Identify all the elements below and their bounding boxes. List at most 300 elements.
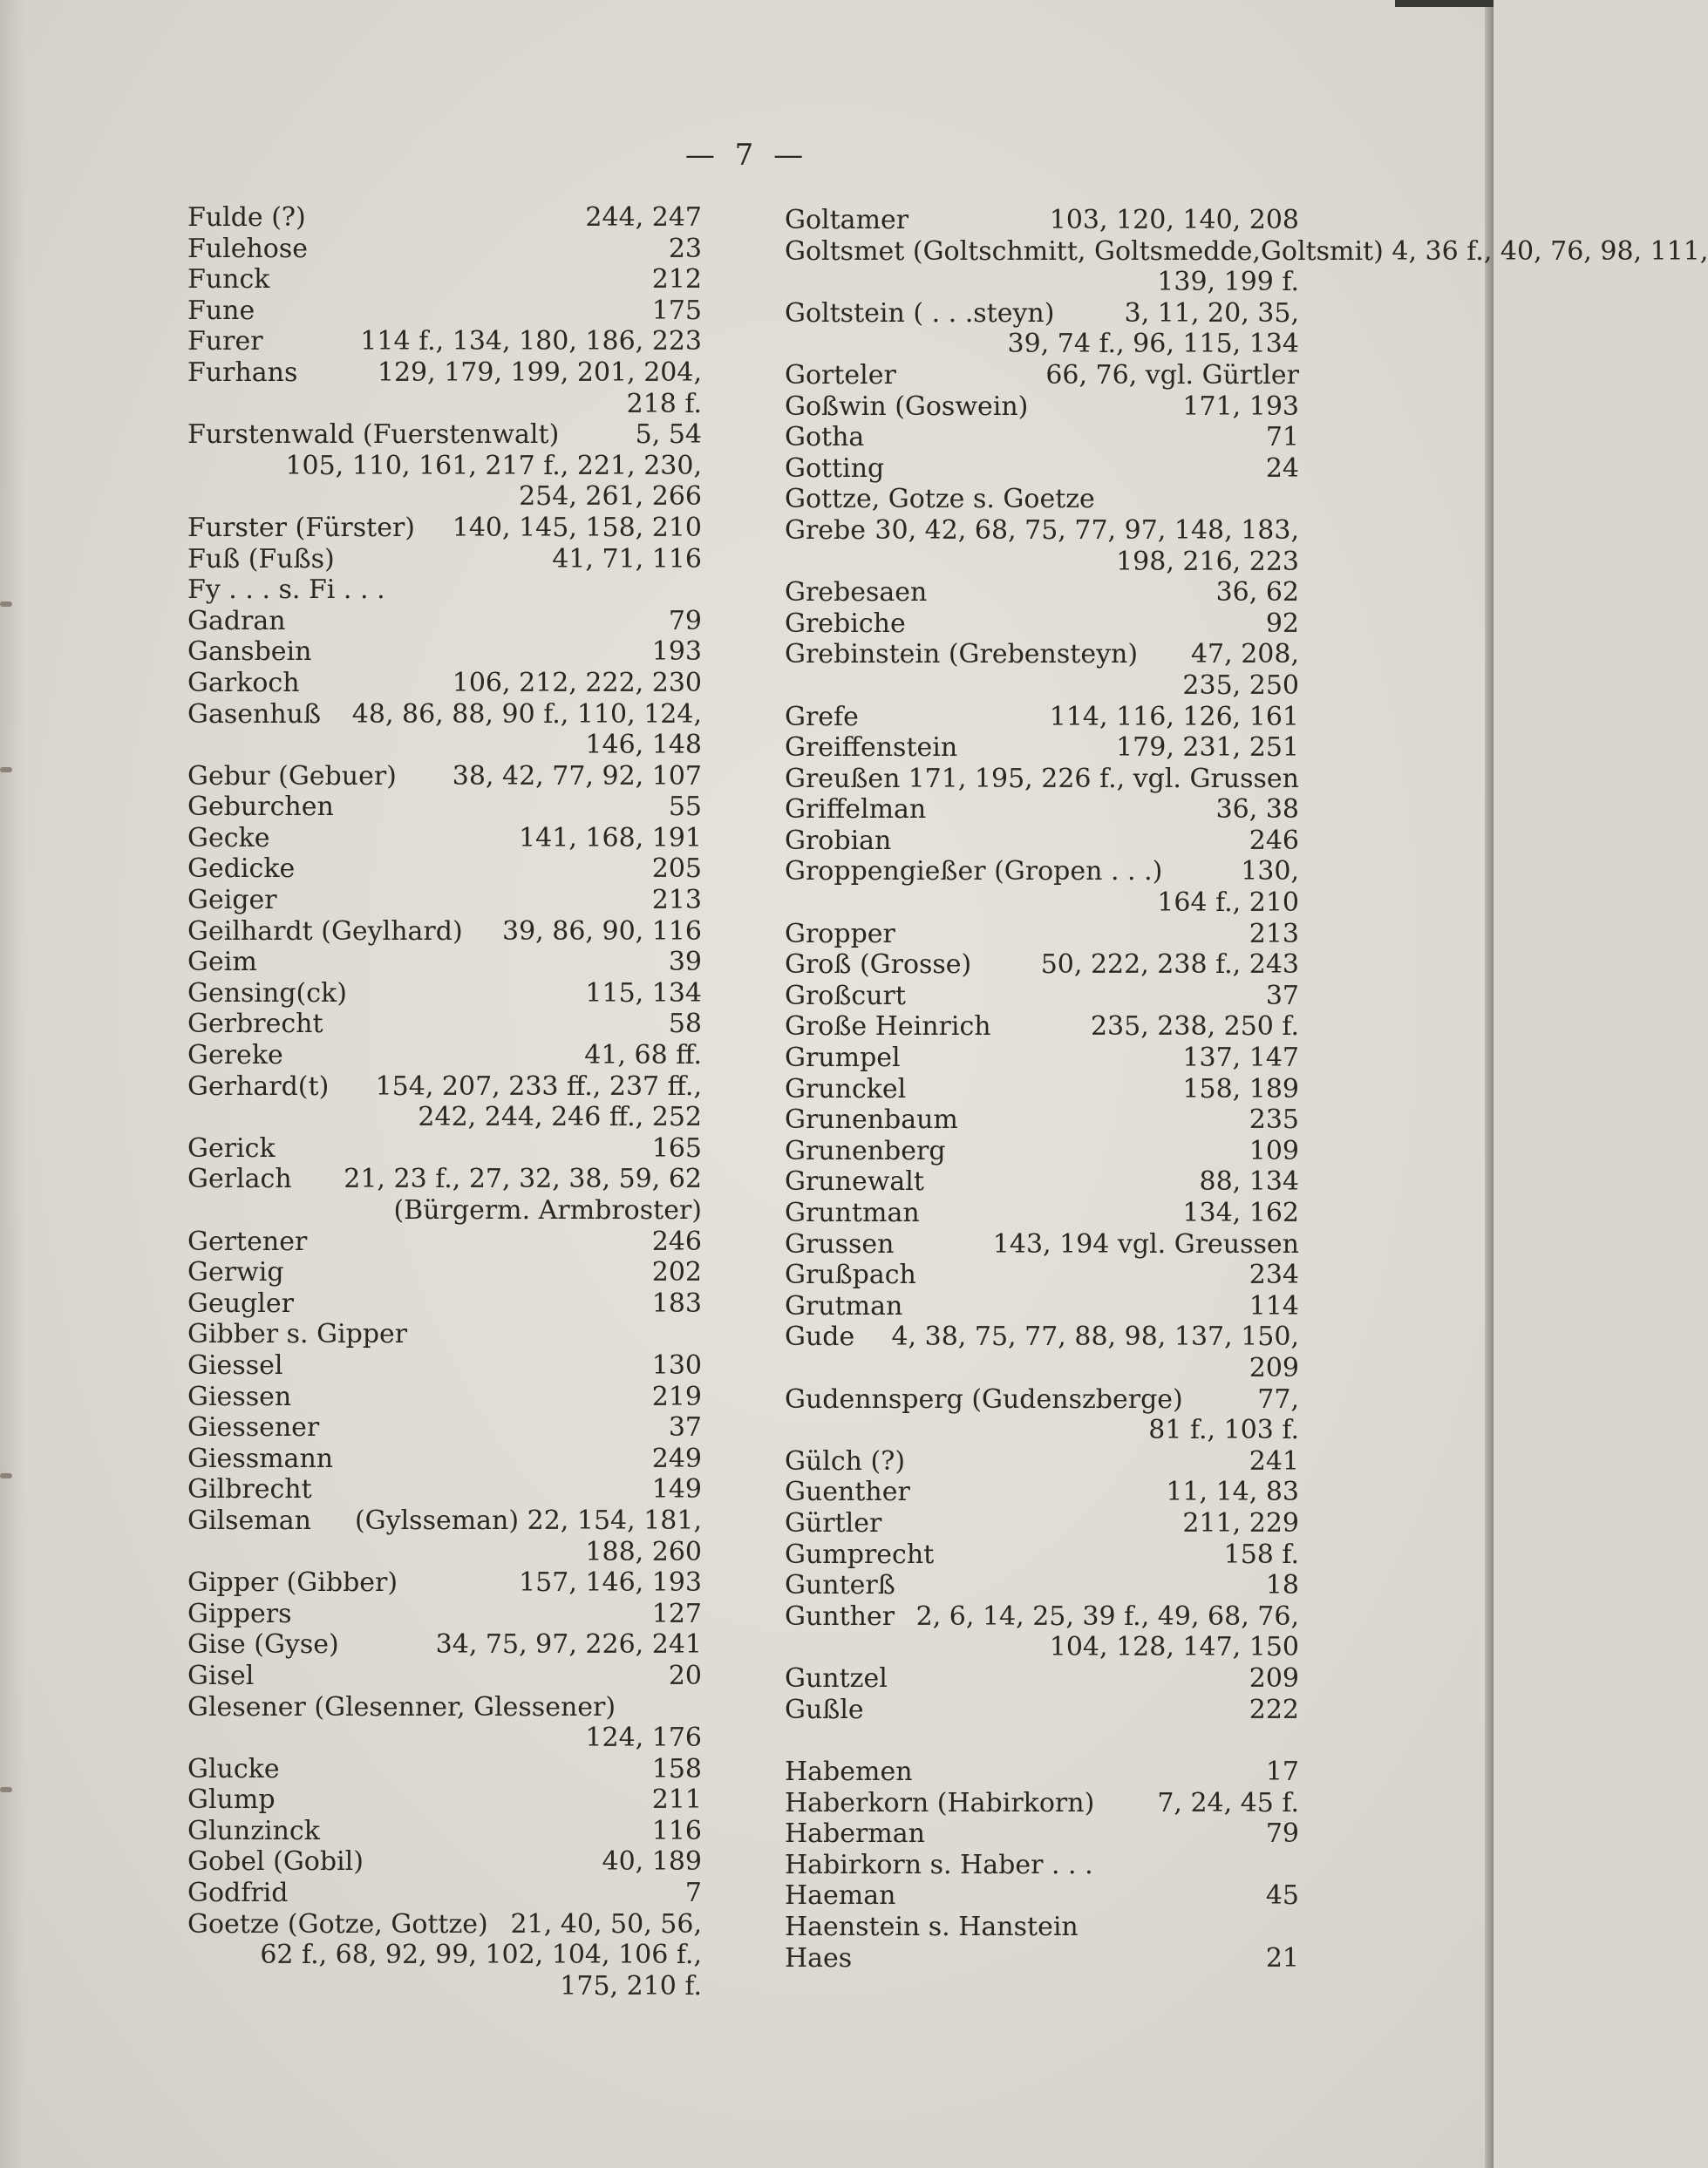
index-entry-line <box>785 1850 1299 1881</box>
index-headword: Haes <box>785 1942 853 1974</box>
index-page-refs: 21, 40, 50, 56, <box>510 1908 702 1940</box>
index-entry <box>785 1477 1299 1508</box>
index-entry <box>187 1133 702 1165</box>
index-page-refs: 36, 62 <box>1215 577 1299 608</box>
index-column-left <box>187 202 702 2001</box>
index-entry-line <box>187 1474 702 1505</box>
index-headword: Goltamer <box>785 205 909 235</box>
index-page-refs-continued: 235, 250 <box>1182 669 1299 701</box>
index-page-refs: 235, 238, 250 f. <box>1090 1011 1299 1043</box>
index-page-refs: 36, 38 <box>1215 794 1299 826</box>
index-entry-line <box>187 1009 702 1040</box>
index-entry <box>785 1322 1299 1383</box>
index-headword: Gürtler <box>785 1507 882 1539</box>
index-page-refs-continued: 139, 199 f. <box>1157 267 1299 298</box>
index-page-refs: 211, 229 <box>1182 1507 1299 1539</box>
index-entry <box>785 1539 1299 1571</box>
index-page-refs: 88, 134 <box>1199 1166 1299 1198</box>
index-entry-line <box>785 298 1299 330</box>
index-headword: Gruntman <box>785 1198 920 1228</box>
index-page-refs: 241 <box>1249 1445 1299 1477</box>
index-headword: Habemen <box>785 1757 913 1788</box>
index-entry-line <box>187 761 702 792</box>
index-headword: Gerlach <box>187 1164 292 1195</box>
index-entry <box>785 639 1299 701</box>
index-entry <box>785 764 1299 795</box>
index-entry-line <box>187 1382 702 1413</box>
index-entry <box>785 919 1299 950</box>
index-page-refs: 5, 54 <box>635 419 702 451</box>
index-entry-line <box>785 919 1299 950</box>
index-entry-line <box>785 1695 1299 1726</box>
index-headword: Gunterß <box>785 1570 895 1601</box>
index-page-refs: 39 <box>668 947 702 978</box>
index-headword: Goßwin (Goswein) <box>785 391 1029 422</box>
index-headword: Grunenberg <box>785 1135 946 1166</box>
index-page-refs: 158 f. <box>1223 1539 1299 1570</box>
index-entry <box>785 298 1299 360</box>
index-headword: Gotting <box>785 452 885 484</box>
index-headword: Gibber s. Gipper <box>187 1319 408 1350</box>
index-page-refs: 41, 71, 116 <box>552 543 702 574</box>
index-entry <box>187 357 702 419</box>
index-entry-line <box>785 1136 1299 1167</box>
index-page-refs: 24 <box>1265 452 1299 484</box>
index-page-refs: Goltsmit) 4, 36 f., 40, 76, 98, 111, <box>1260 235 1708 267</box>
index-entry <box>785 1788 1299 1819</box>
index-entry-line <box>785 1818 1299 1850</box>
index-page-refs: 23 <box>668 233 702 264</box>
index-entry-line <box>187 1350 702 1382</box>
index-entry <box>187 853 702 885</box>
index-page-refs: 114 <box>1249 1290 1299 1322</box>
index-page-refs-continued: 188, 260 <box>585 1536 702 1567</box>
index-entry-line <box>187 234 702 265</box>
index-page-refs: 79 <box>1265 1818 1299 1850</box>
index-entry-line <box>187 668 702 699</box>
index-entry <box>187 699 702 761</box>
index-page-refs: 11, 14, 83 <box>1166 1477 1299 1508</box>
index-page-refs: 157, 146, 193 <box>519 1567 702 1599</box>
index-entry-line <box>187 574 702 606</box>
index-entry-line <box>187 853 702 885</box>
index-headword: Große Heinrich <box>785 1011 991 1043</box>
index-entry <box>785 360 1299 391</box>
index-page-refs: 3, 11, 20, 35, <box>1124 297 1299 329</box>
index-headword: Gumprecht <box>785 1539 935 1570</box>
index-page-refs: 37 <box>1265 980 1299 1011</box>
index-headword: Grebinstein (Grebensteyn) <box>785 639 1139 670</box>
index-entry <box>785 1384 1299 1446</box>
index-entry <box>785 794 1299 826</box>
index-entry-line <box>785 235 1708 268</box>
index-headword: Haeman <box>785 1880 896 1912</box>
index-entry-line <box>785 1477 1299 1508</box>
binding-stitch <box>0 1787 12 1792</box>
index-headword: Garkoch <box>187 667 300 698</box>
index-entry <box>187 419 702 513</box>
index-entry <box>785 1198 1299 1229</box>
index-entry <box>187 1629 702 1661</box>
index-entry <box>187 1692 702 1754</box>
index-page-refs: 213 <box>1249 918 1299 949</box>
index-page-refs: 183 <box>651 1288 702 1319</box>
index-entry-line <box>187 264 702 296</box>
index-entry-line <box>785 1043 1299 1074</box>
index-entry-line <box>187 1784 702 1816</box>
index-entry <box>187 1567 702 1599</box>
index-headword: Glump <box>187 1784 276 1816</box>
index-headword: Greußen <box>785 763 901 794</box>
index-page-refs: 116 <box>651 1815 702 1846</box>
index-entry <box>187 885 702 916</box>
page-binding <box>0 0 24 2168</box>
index-page-refs: 114 f., 134, 180, 186, 223 <box>360 326 702 357</box>
index-headword: Gilseman <box>187 1505 311 1536</box>
index-page-refs: 17 <box>1265 1757 1299 1788</box>
index-entry-line <box>187 1567 702 1599</box>
index-entry-line <box>187 823 702 854</box>
index-page-refs: 18 <box>1265 1570 1299 1601</box>
index-page-refs-continued: 62 f., 68, 92, 99, 102, 104, 106 f., <box>260 1940 702 1971</box>
index-page-refs: 137, 147 <box>1182 1043 1299 1074</box>
index-entry <box>187 1754 702 1785</box>
page-number: — 7 — <box>684 138 809 173</box>
index-entry-line <box>785 1880 1299 1912</box>
index-entry <box>187 234 702 265</box>
index-entry <box>187 574 702 606</box>
page-edge <box>1485 0 1494 2168</box>
index-entry <box>187 326 702 357</box>
index-entry <box>785 1757 1299 1788</box>
index-entry-line <box>187 947 702 978</box>
index-headword: Groß (Grosse) <box>785 949 972 981</box>
index-page-refs-continued: 81 f., 103 f. <box>1148 1415 1299 1446</box>
index-page-refs: 4, 38, 75, 77, 88, 98, 137, 150, <box>891 1322 1299 1353</box>
index-headword: Gilbrecht <box>187 1474 312 1505</box>
index-page-refs-continued: 198, 216, 223 <box>1116 546 1299 577</box>
index-headword: Furster (Fürster) <box>187 512 415 543</box>
index-page-refs: 140, 145, 158, 210 <box>452 512 702 543</box>
index-entry-line <box>785 1446 1299 1478</box>
index-entry <box>785 981 1299 1012</box>
index-page-refs: 129, 179, 199, 201, 204, <box>377 357 702 388</box>
index-headword: Fune <box>187 295 255 326</box>
index-headword: Gedicke <box>187 853 296 885</box>
index-headword: Giessel <box>187 1349 283 1381</box>
index-entry-line <box>785 608 1299 640</box>
index-headword: Gebur (Gebuer) <box>187 760 397 792</box>
index-entry <box>187 916 702 948</box>
index-headword: Habirkorn s. Haber . . . <box>785 1849 1093 1880</box>
index-headword: Haberman <box>785 1818 926 1850</box>
index-entry-line <box>785 794 1299 826</box>
index-entry-line <box>785 1570 1299 1601</box>
index-entry-line <box>785 1788 1299 1819</box>
index-headword: Grunckel <box>785 1073 907 1104</box>
index-entry-line <box>785 1229 1299 1261</box>
index-headword: Goetze (Gotze, Gottze) <box>187 1908 488 1940</box>
index-entry <box>187 1878 702 1909</box>
index-page-refs: 109 <box>1249 1135 1299 1166</box>
index-entry <box>785 1260 1299 1291</box>
index-entry <box>187 264 702 296</box>
index-entry <box>785 577 1299 608</box>
index-page-refs: 209 <box>1249 1662 1299 1694</box>
index-headword: Gertener <box>187 1226 308 1257</box>
index-entry-line <box>785 1291 1299 1322</box>
index-page-refs: 92 <box>1265 608 1299 639</box>
index-page-refs-continued: 105, 110, 161, 217 f., 221, 230, <box>285 450 702 481</box>
index-entry-line <box>785 1601 1299 1633</box>
index-page-refs-continued: 254, 261, 266 <box>519 481 702 513</box>
index-headword: Geugler <box>187 1288 294 1319</box>
index-page-refs: 38, 42, 77, 92, 107 <box>452 760 702 792</box>
index-headword: Giessener <box>187 1412 320 1444</box>
index-entry-line <box>187 1412 702 1444</box>
index-entry <box>785 1880 1299 1912</box>
index-entry <box>187 202 702 234</box>
index-entry-line <box>187 513 702 544</box>
index-headword: Gasenhuß <box>187 698 322 730</box>
binding-stitch <box>0 601 12 607</box>
index-page-refs: 37 <box>668 1412 702 1444</box>
index-headword: Haberkorn (Habirkorn) <box>785 1787 1095 1818</box>
index-entry <box>785 453 1299 485</box>
index-page-refs: 58 <box>668 1009 702 1040</box>
index-page-refs: 39, 86, 90, 116 <box>502 915 702 947</box>
index-entry-line <box>187 326 702 357</box>
index-entry-line <box>785 826 1299 857</box>
index-page-refs: 244, 247 <box>585 202 702 233</box>
index-entry <box>187 1784 702 1816</box>
index-page-refs: 134, 162 <box>1182 1198 1299 1228</box>
index-entry <box>187 1661 702 1692</box>
index-page-refs: 154, 207, 233 ff., 237 ff., <box>375 1070 702 1102</box>
index-entry-line <box>187 1227 702 1258</box>
index-headword: Glunzinck <box>187 1815 320 1846</box>
index-page-refs-continued: 146, 148 <box>585 730 702 761</box>
index-page-refs: 21 <box>1265 1942 1299 1974</box>
index-headword: Fy . . . s. Fi . . . <box>187 574 385 606</box>
index-page-refs: 235 <box>1249 1104 1299 1136</box>
index-entry-line <box>785 360 1299 391</box>
index-entry-line <box>187 1257 702 1288</box>
index-headword: Giessmann <box>187 1443 334 1474</box>
index-headword: Gudennsperg (Gudenszberge) <box>785 1383 1183 1415</box>
index-headword: Geburchen <box>187 792 334 823</box>
index-page-refs: 114, 116, 126, 161 <box>1049 701 1299 732</box>
index-headword: Gisel <box>187 1660 255 1691</box>
index-entry-line <box>187 1071 702 1103</box>
index-headword: Guntzel <box>785 1662 888 1694</box>
index-headword: Glesener (Glesenner, Glessener) <box>187 1691 616 1723</box>
index-page-refs-continued: (Bürgerm. Armbroster) <box>393 1195 702 1226</box>
index-entry-line <box>785 1539 1299 1571</box>
index-entry <box>785 391 1299 423</box>
index-headword: Furstenwald (Fuerstenwalt) <box>187 419 560 451</box>
index-headword: Grussen <box>785 1228 895 1260</box>
index-headword: Grußpach <box>785 1260 916 1291</box>
index-entry <box>187 1009 702 1040</box>
index-entry-line <box>785 1166 1299 1198</box>
index-entry-line <box>187 1754 702 1785</box>
index-entry-line <box>187 296 702 327</box>
index-page-refs: 34, 75, 97, 226, 241 <box>435 1629 702 1661</box>
index-entry <box>785 1601 1299 1663</box>
index-entry <box>785 1912 1299 1943</box>
index-entry-line <box>785 1322 1299 1353</box>
index-page-refs-continued: 175, 210 f. <box>560 1970 702 2001</box>
index-headword: Gorteler <box>785 359 896 391</box>
index-page-refs: 211 <box>651 1784 702 1816</box>
page-edge-top <box>1395 0 1494 7</box>
index-headword: Grefe <box>785 701 859 732</box>
index-entry <box>785 484 1299 515</box>
index-entry-line <box>187 1878 702 1909</box>
index-page-refs: 130 <box>651 1349 702 1381</box>
index-entry <box>785 1104 1299 1136</box>
index-headword: Gülch (?) <box>785 1445 906 1477</box>
index-page-refs: 71 <box>1265 422 1299 453</box>
index-headword: Gippers <box>187 1598 292 1629</box>
index-entry-line <box>187 606 702 637</box>
index-page-refs: 249 <box>651 1443 702 1474</box>
index-entry <box>187 1816 702 1847</box>
index-entry-line <box>187 202 702 234</box>
index-page-refs: 193 <box>651 636 702 668</box>
index-entry-line <box>785 1011 1299 1043</box>
index-headword: Gottze, Gotze s. Goetze <box>785 484 1095 515</box>
index-entry-line <box>187 699 702 731</box>
index-entry <box>785 732 1299 764</box>
section-gap <box>785 1725 1299 1757</box>
index-page-refs: 7 <box>684 1878 702 1909</box>
index-entry-line <box>187 1040 702 1071</box>
index-entry <box>187 1444 702 1475</box>
index-entry <box>187 1599 702 1630</box>
index-entry <box>187 1505 702 1567</box>
index-page-refs: 103, 120, 140, 208 <box>1049 205 1299 235</box>
index-entry-line <box>187 885 702 916</box>
index-headword: Gansbein <box>187 636 312 668</box>
index-entry <box>187 544 702 575</box>
index-headword: Grumpel <box>785 1043 901 1074</box>
index-entry <box>187 1412 702 1444</box>
index-entry <box>785 1011 1299 1043</box>
index-page-refs: 40, 189 <box>602 1846 702 1878</box>
index-entry <box>785 856 1299 918</box>
index-page-refs-continued: 218 f. <box>626 388 702 419</box>
index-headword: Grebesaen <box>785 577 928 608</box>
index-entry-line <box>187 1133 702 1165</box>
index-headword: Großcurt <box>785 980 906 1011</box>
index-entry-line <box>785 1757 1299 1788</box>
index-entry <box>187 823 702 854</box>
index-entry-line <box>187 357 702 389</box>
index-entry-line <box>187 1661 702 1692</box>
index-page-refs: 175 <box>651 295 702 326</box>
index-entry <box>785 235 1708 298</box>
index-entry-line <box>785 391 1299 423</box>
index-headword: Gereke <box>187 1040 283 1071</box>
index-entry <box>187 978 702 1009</box>
index-page-refs: 47, 208, <box>1190 639 1299 670</box>
index-entry <box>187 513 702 544</box>
index-page-refs: 2, 6, 14, 25, 39 f., 49, 68, 76, <box>915 1601 1299 1632</box>
index-headword: Godfrid <box>187 1878 289 1909</box>
index-headword: Geiger <box>187 885 277 916</box>
index-entry <box>187 1071 702 1133</box>
index-headword: Furer <box>187 326 263 357</box>
index-entry-line <box>785 422 1299 453</box>
index-page-refs-continued: 242, 244, 246 ff., 252 <box>418 1102 702 1133</box>
index-entry <box>785 826 1299 857</box>
index-entry-line <box>785 1104 1299 1136</box>
index-page-refs-continued: 164 f., 210 <box>1157 887 1299 919</box>
index-entry <box>785 1570 1299 1601</box>
index-entry-line <box>785 1074 1299 1105</box>
index-headword: Grutman <box>785 1290 903 1322</box>
index-entry-line <box>187 1629 702 1661</box>
index-entry <box>187 1846 702 1878</box>
index-headword: Gerbrecht <box>187 1009 323 1040</box>
index-headword: Gunther <box>785 1601 895 1632</box>
index-entry-line <box>785 453 1299 485</box>
index-entry-line <box>187 1164 702 1195</box>
index-entry-line <box>785 205 1299 236</box>
index-entry <box>785 1663 1299 1695</box>
index-entry <box>785 1074 1299 1105</box>
index-entry <box>187 1040 702 1071</box>
index-headword: Gude <box>785 1322 855 1353</box>
index-entry <box>785 702 1299 733</box>
index-page-refs: 219 <box>651 1381 702 1412</box>
index-entry-line <box>187 1692 702 1723</box>
index-page-refs: 30, 42, 68, 75, 77, 97, 148, 183, <box>874 514 1299 546</box>
index-headword: Fuß (Fußs) <box>187 543 335 574</box>
index-page-refs: 45 <box>1265 1880 1299 1912</box>
index-entry <box>785 1695 1299 1726</box>
index-entry-line <box>187 1816 702 1847</box>
index-headword: Geim <box>187 947 257 978</box>
index-headword: Gobel (Gobil) <box>187 1846 364 1878</box>
index-page-refs-continued: 104, 128, 147, 150 <box>1049 1632 1299 1663</box>
index-entry-line <box>785 1198 1299 1229</box>
index-entry-line <box>785 981 1299 1012</box>
index-entry <box>187 1257 702 1288</box>
index-entry-line <box>785 484 1299 515</box>
index-entry <box>187 1319 702 1350</box>
index-headword: Grobian <box>785 825 892 856</box>
index-headword: Grebiche <box>785 608 906 639</box>
index-entry-line <box>785 764 1299 795</box>
index-entry <box>187 947 702 978</box>
index-entry-line <box>187 1319 702 1350</box>
index-page-refs: 50, 222, 238 f., 243 <box>1040 949 1299 981</box>
index-entry <box>785 1943 1299 1974</box>
index-entry-line <box>187 1909 702 1940</box>
binding-stitch <box>0 1473 12 1478</box>
index-page-refs: 222 <box>1249 1694 1299 1725</box>
index-entry <box>187 296 702 327</box>
index-headword: Goltsmet (Goltschmitt, Goltsmedde, <box>785 235 1261 267</box>
index-headword: Gerick <box>187 1132 276 1164</box>
index-page-refs: 141, 168, 191 <box>519 822 702 853</box>
index-page-refs: 205 <box>651 853 702 885</box>
index-entry <box>187 1909 702 2002</box>
index-headword: Giessen <box>187 1381 292 1412</box>
